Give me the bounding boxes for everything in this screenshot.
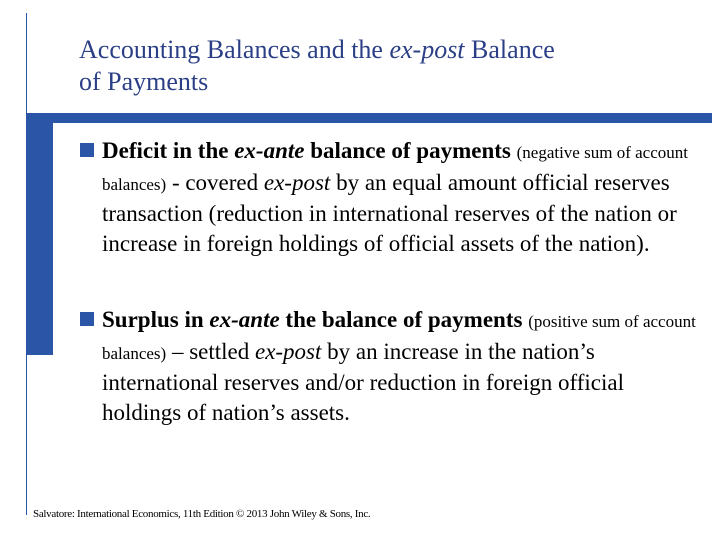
deficit-body-part-2: by an equal amount official reserves transaction (reduction in international reserves of the nation or increase in foreign holdings of official assets of the nation). bbox=[102, 169, 677, 256]
footer-citation: Salvatore: International Economics, 11th Edition © 2013 John Wiley & Sons, Inc. bbox=[33, 508, 371, 520]
surplus-body-part-2: by an increase in the nation’s international reserves and/or reduction in foreign official holdings of nation’s assets. bbox=[102, 338, 624, 425]
bullet-deficit bbox=[80, 136, 700, 258]
square-bullet-icon bbox=[80, 312, 94, 326]
bullet-deficit-text bbox=[102, 136, 700, 258]
deficit-lead-part-2: balance of payments bbox=[304, 138, 517, 163]
deficit-body-part-1: - covered bbox=[166, 169, 264, 195]
bullet-surplus-lead bbox=[102, 307, 528, 332]
frame-vertical-line bbox=[26, 13, 27, 123]
deficit-lead-part-1: Deficit in the bbox=[102, 138, 235, 163]
title-text-2: Balance bbox=[464, 35, 555, 64]
deficit-body bbox=[102, 170, 677, 256]
surplus-body bbox=[102, 339, 624, 425]
title-divider-bar bbox=[26, 113, 712, 123]
frame-lower-line bbox=[26, 355, 27, 515]
surplus-body-part-1: – settled bbox=[166, 338, 255, 364]
surplus-note: (positive sum of account balances) bbox=[102, 312, 696, 363]
deficit-lead-italic: ex-ante bbox=[234, 138, 305, 163]
bullet-deficit-lead bbox=[102, 138, 517, 163]
surplus-lead-italic: ex-ante bbox=[209, 307, 280, 332]
bullet-surplus-text bbox=[102, 305, 700, 427]
title-italic: ex-post bbox=[389, 35, 465, 64]
title-text-1: Accounting Balances and the bbox=[79, 35, 390, 64]
surplus-lead-part-1: Surplus in bbox=[102, 307, 210, 332]
bullet-surplus bbox=[80, 305, 700, 427]
deficit-body-italic: ex-post bbox=[263, 169, 331, 195]
deficit-note: (negative sum of account balances) bbox=[102, 143, 688, 194]
slide-title bbox=[79, 34, 679, 98]
surplus-body-italic: ex-post bbox=[254, 338, 322, 364]
square-bullet-icon bbox=[80, 143, 94, 157]
left-accent-strip bbox=[26, 113, 53, 355]
title-text-3: of Payments bbox=[79, 67, 209, 96]
surplus-lead-part-2: the balance of payments bbox=[279, 307, 529, 332]
